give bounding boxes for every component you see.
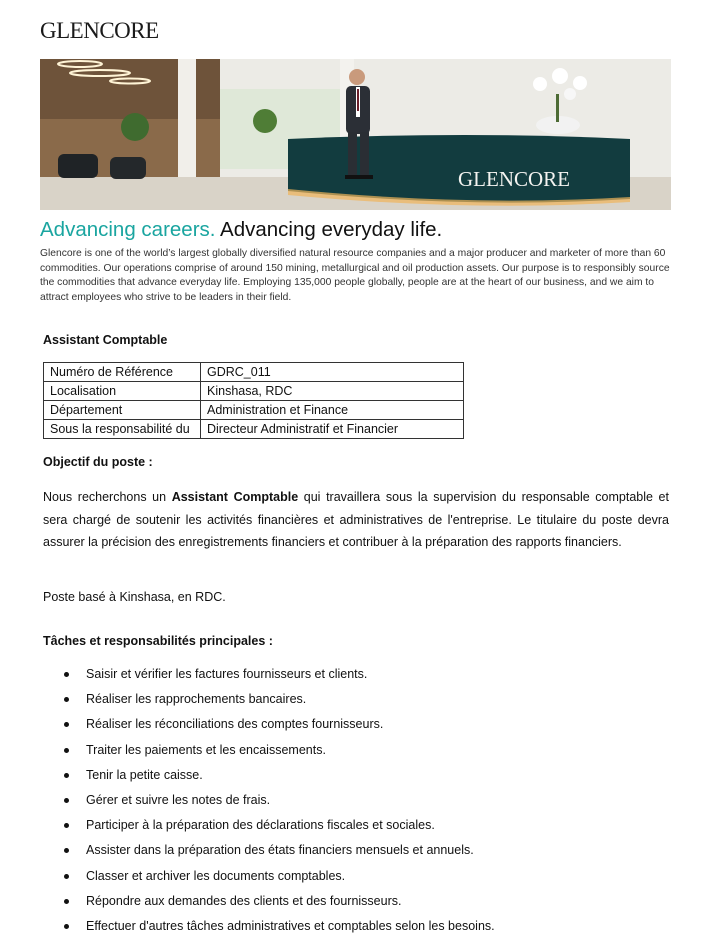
hero-image (40, 59, 671, 210)
job-title-inline: Assistant Comptable (171, 490, 299, 504)
table-cell-label: Numéro de Référence (44, 363, 201, 382)
table-cell-value: GDRC_011 (201, 363, 464, 382)
tagline-rest: Advancing everyday life. (215, 218, 443, 241)
orchid-flower (533, 77, 547, 91)
company-intro: Glencore is one of the world’s largest globally diversified natural resource companies and a major producer and marketer of more than 60 commodities. Our operations comprise of around 150 mining, metallurgical and oil production assets. Our purpose is to responsibly source the commodities that advance everyday life. Employing 135,000 people globally, people are at the heart of our business, and we aim to attract employees who strive to be leaders in their field. (40, 248, 670, 303)
table-row (44, 382, 464, 401)
list-item: Réaliser les rapprochements bancaires. (43, 689, 495, 714)
objective-heading: Objectif du poste : (43, 455, 153, 469)
table-row (44, 401, 464, 420)
list-item: Traiter les paiements et les encaissements. (43, 740, 495, 765)
bullet-icon (64, 798, 69, 803)
list-item: Effectuer d'autres tâches administratives et comptables selon les besoins. (43, 916, 495, 941)
lounge-chair (110, 157, 146, 179)
desk-logo: GLENCORE (458, 167, 570, 191)
list-item: Tenir la petite caisse. (43, 765, 495, 790)
table-cell-label: Département (44, 401, 201, 420)
office-lobby-illustration (40, 59, 671, 210)
table-cell-value: Administration et Finance (201, 401, 464, 420)
reference-table (43, 362, 464, 439)
list-item: Assister dans la préparation des états financiers mensuels et annuels. (43, 840, 495, 865)
list-item: Gérer et suivre les notes de frais. (43, 790, 495, 815)
tagline-accent: Advancing careers. (40, 218, 216, 241)
bullet-icon (64, 823, 69, 828)
lounge-chair (58, 154, 98, 178)
list-item: Répondre aux demandes des clients et des fournisseurs. (43, 891, 495, 916)
bullet-icon (64, 722, 69, 727)
bullet-icon (64, 748, 69, 753)
table-cell-label: Sous la responsabilité du (44, 420, 201, 439)
list-item: Saisir et vérifier les factures fournisseurs et clients. (43, 664, 495, 689)
tagline (40, 218, 442, 242)
plant (253, 109, 277, 133)
table-cell-value: Directeur Administratif et Financier (201, 420, 464, 439)
bullet-icon (64, 773, 69, 778)
tasks-list (43, 664, 495, 941)
list-item: Réaliser les réconciliations des comptes fournisseurs. (43, 714, 495, 739)
bullet-icon (64, 848, 69, 853)
list-item: Classer et archiver les documents comptables. (43, 866, 495, 891)
plant (121, 113, 149, 141)
bullet-icon (64, 899, 69, 904)
location-note: Poste basé à Kinshasa, en RDC. (43, 590, 226, 604)
tasks-heading: Tâches et responsabilités principales : (43, 634, 273, 648)
bullet-icon (64, 697, 69, 702)
table-cell-label: Localisation (44, 382, 201, 401)
list-item: Participer à la préparation des déclarations fiscales et sociales. (43, 815, 495, 840)
table-row (44, 363, 464, 382)
objective-paragraph: Nous recherchons un Assistant Comptable qui travaillera sous la supervision du responsable comptable et sera chargé de soutenir les activités financières et administratives de l'entreprise. Le titulaire du poste devra assurer la précision des enregistrements financiers et contribuer à la préparation des rapports financiers. (43, 490, 669, 549)
bullet-icon (64, 874, 69, 879)
table-cell-value: Kinshasa, RDC (201, 382, 464, 401)
bullet-icon (64, 924, 69, 929)
bullet-icon (64, 672, 69, 677)
job-title: Assistant Comptable (43, 333, 168, 347)
company-logo: GLENCORE (40, 18, 159, 43)
table-row (44, 420, 464, 439)
